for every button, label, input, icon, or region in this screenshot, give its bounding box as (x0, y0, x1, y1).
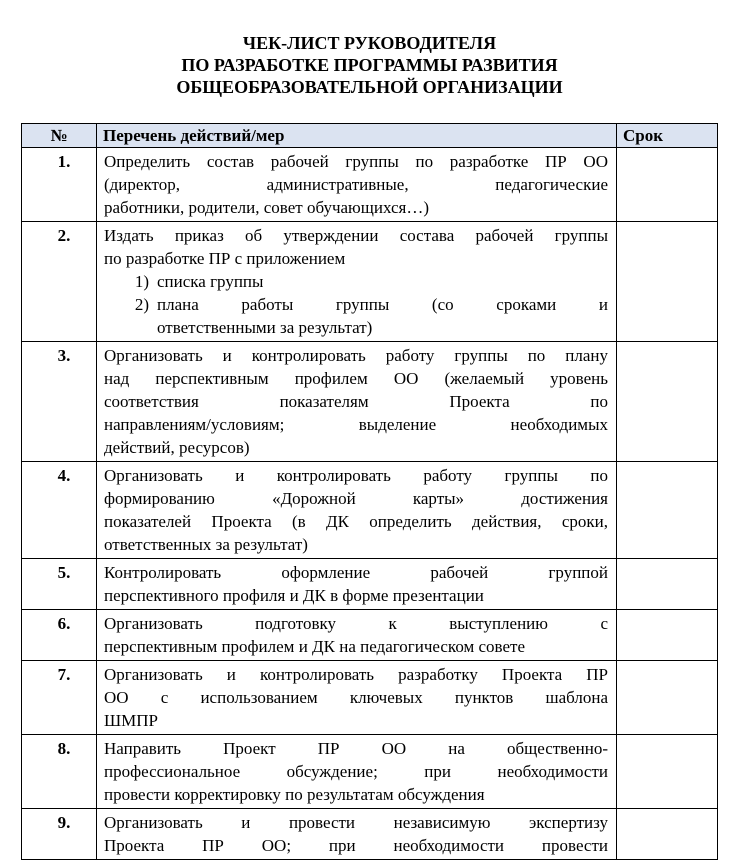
action-line: Определить состав рабочей группы по разработке ПР ОО (104, 152, 608, 171)
row-action (97, 222, 617, 342)
action-line: (директор, административные, педагогические (104, 175, 608, 194)
action-line: профессиональное обсуждение; при необходимости (104, 762, 608, 781)
sub-item-number: 2) (134, 295, 149, 314)
row-deadline[interactable] (617, 222, 718, 342)
table-row (22, 559, 718, 610)
header-num: № (22, 124, 97, 148)
row-deadline[interactable] (617, 735, 718, 809)
action-line: Организовать и контролировать разработку Проекта ПР (104, 665, 608, 684)
row-action (97, 610, 617, 661)
action-line: показателей Проекта (в ДК определить действия, сроки, (104, 512, 608, 531)
header-deadline: Срок (617, 124, 718, 148)
header-row (22, 124, 718, 148)
action-line: Организовать и провести независимую экспертизу (104, 813, 608, 832)
action-line: действий, ресурсов) (104, 438, 250, 457)
action-line: ШМПР (104, 711, 158, 730)
table-row (22, 735, 718, 809)
table-row (22, 148, 718, 222)
table-row (22, 610, 718, 661)
action-line: перспективного профиля и ДК в форме презентации (104, 586, 484, 605)
action-line: ответственными за результат) (157, 318, 373, 337)
row-number-text: 8. (57, 739, 71, 758)
row-deadline[interactable] (617, 661, 718, 735)
row-action (97, 462, 617, 559)
row-number-text: 5. (57, 563, 71, 582)
row-deadline[interactable] (617, 342, 718, 462)
row-deadline[interactable] (617, 610, 718, 661)
table-row (22, 661, 718, 735)
row-number (22, 222, 97, 342)
action-line: провести корректировку по результатам обсуждения (104, 785, 485, 804)
action-line: формированию «Дорожной карты» достижения (104, 489, 608, 508)
checklist-table (21, 123, 718, 860)
row-number (22, 342, 97, 462)
title-line-3: ОБЩЕОБРАЗОВАТЕЛЬНОЙ ОРГАНИЗАЦИИ (176, 77, 563, 97)
sub-item (104, 293, 608, 339)
row-number (22, 610, 97, 661)
title-line-2: ПО РАЗРАБОТКЕ ПРОГРАММЫ РАЗВИТИЯ (181, 55, 558, 75)
row-number-text: 4. (57, 466, 71, 485)
row-deadline[interactable] (617, 809, 718, 860)
action-line: Издать приказ об утверждении состава рабочей группы (104, 226, 608, 245)
action-line: соответствия показателям Проекта по (104, 392, 608, 411)
sub-item-text (157, 270, 608, 293)
title-line-1: ЧЕК-ЛИСТ РУКОВОДИТЕЛЯ (242, 33, 497, 53)
row-action (97, 342, 617, 462)
row-number (22, 559, 97, 610)
action-line: Проекта ПР ОО; при необходимости провести (104, 836, 608, 855)
action-line: Контролировать оформление рабочей группой (104, 563, 608, 582)
sub-item-text (157, 293, 608, 339)
row-number (22, 809, 97, 860)
action-line: Направить Проект ПР ОО на общественно- (104, 739, 608, 758)
row-number (22, 148, 97, 222)
row-action (97, 559, 617, 610)
table-row (22, 462, 718, 559)
sub-item (104, 270, 608, 293)
document-title (0, 32, 739, 98)
row-number-text: 7. (57, 665, 71, 684)
row-action (97, 809, 617, 860)
row-number-text: 9. (57, 813, 71, 832)
action-line: списка группы (157, 272, 264, 291)
table-row (22, 342, 718, 462)
action-line: плана работы группы (со сроками и (157, 295, 608, 314)
row-action (97, 735, 617, 809)
action-line: Организовать подготовку к выступлению с (104, 614, 608, 633)
action-line: над перспективным профилем ОО (желаемый уровень (104, 369, 608, 388)
action-line: ОО с использованием ключевых пунктов шаблона (104, 688, 608, 707)
header-actions: Перечень действий/мер (97, 124, 617, 148)
row-number-text: 1. (57, 152, 71, 171)
action-line: работники, родители, совет обучающихся…) (104, 198, 429, 217)
row-deadline[interactable] (617, 559, 718, 610)
table-row (22, 222, 718, 342)
action-line: ответственных за результат) (104, 535, 308, 554)
row-action (97, 661, 617, 735)
row-number-text: 2. (57, 226, 71, 245)
row-deadline[interactable] (617, 148, 718, 222)
action-line: по разработке ПР с приложением (104, 249, 346, 268)
action-line: направлениям/условиям; выделение необходимых (104, 415, 608, 434)
row-number-text: 3. (57, 346, 71, 365)
action-line: Организовать и контролировать работу группы по (104, 466, 608, 485)
table-row (22, 809, 718, 860)
row-number (22, 735, 97, 809)
row-number (22, 462, 97, 559)
row-deadline[interactable] (617, 462, 718, 559)
row-number-text: 6. (57, 614, 71, 633)
action-line: Организовать и контролировать работу группы по плану (104, 346, 608, 365)
row-action (97, 148, 617, 222)
sub-item-number: 1) (134, 272, 149, 291)
row-number (22, 661, 97, 735)
action-line: перспективным профилем и ДК на педагогическом совете (104, 637, 525, 656)
